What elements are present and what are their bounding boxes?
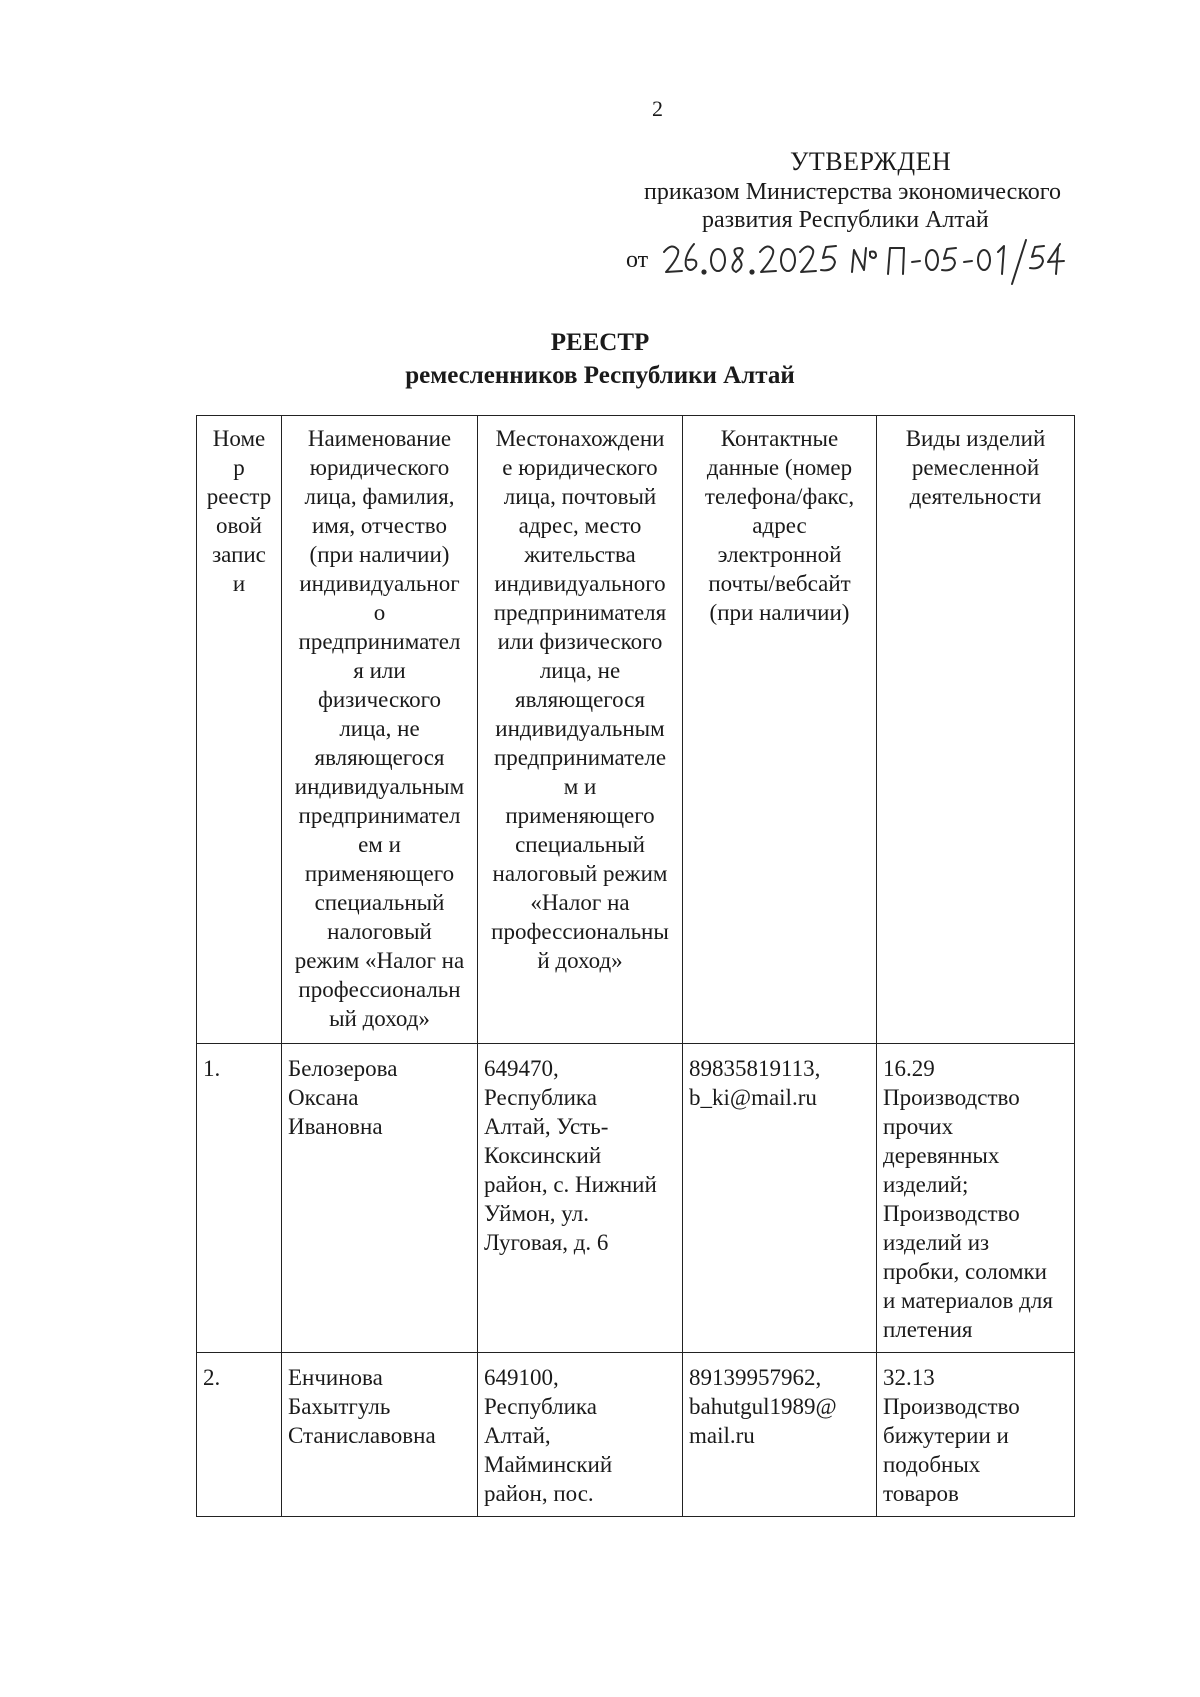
cell-contacts: 89835819113, b_ki@mail.ru xyxy=(683,1044,877,1353)
header-location: Местонахождени е юридического лица, почтовый адрес, место жительства индивидуального предпринимателя или физического лица, не являющегося индивидуальным предпринимателе м и применяющего специальный налоговый режим «Налог на профессиональны й доход» xyxy=(478,416,683,1044)
header-name: Наименование юридического лица, фамилия, имя, отчество (при наличии) индивидуальног о предпринимател я или физического лица, не являющегося индивидуальным предпринимател ем и применяющего специальный налоговый режим «Налог на профессиональн ый доход» xyxy=(282,416,478,1044)
cell-products: 32.13 Производство бижутерии и подобных товаров xyxy=(877,1353,1075,1517)
craftsmen-register-table xyxy=(196,415,1075,1517)
cell-contacts: 89139957962, bahutgul1989@ mail.ru xyxy=(683,1353,877,1517)
header-registry-number: Номе р реестр овой запис и xyxy=(197,416,282,1044)
table-header-row xyxy=(197,416,1075,1044)
table-row xyxy=(197,1044,1075,1353)
header-product-types: Виды изделий ремесленной деятельности xyxy=(877,416,1075,1044)
approval-date-row xyxy=(626,234,1066,286)
cell-name: Белозерова Оксана Ивановна xyxy=(282,1044,478,1353)
approval-order-line: приказом Министерства экономического xyxy=(644,179,1061,205)
header-contacts: Контактные данные (номер телефона/факс, адрес электронной почты/вебсайт (при наличии) xyxy=(683,416,877,1044)
document-subtitle: ремесленников Республики Алтай xyxy=(405,362,795,389)
approval-from-prefix: от xyxy=(626,247,649,273)
approval-ministry-line: развития Республики Алтай xyxy=(702,207,989,233)
cell-name: Енчинова Бахытгуль Станиславовна xyxy=(282,1353,478,1517)
table-row xyxy=(197,1353,1075,1517)
page-number: 2 xyxy=(652,96,663,121)
handwritten-date-and-number xyxy=(656,234,1066,286)
cell-number: 1. xyxy=(197,1044,282,1353)
cell-products: 16.29 Производство прочих деревянных изделий; Производство изделий из пробки, соломки и материалов для плетения xyxy=(877,1044,1075,1353)
cell-number: 2. xyxy=(197,1353,282,1517)
cell-address: 649470, Республика Алтай, Усть- Коксинский район, с. Нижний Уймон, ул. Луговая, д. 6 xyxy=(478,1044,683,1353)
document-title: РЕЕСТР xyxy=(550,329,650,356)
approved-heading: УТВЕРЖДЕН xyxy=(790,147,952,176)
cell-address: 649100, Республика Алтай, Майминский район, пос. xyxy=(478,1353,683,1517)
document-title-block xyxy=(0,326,1200,392)
